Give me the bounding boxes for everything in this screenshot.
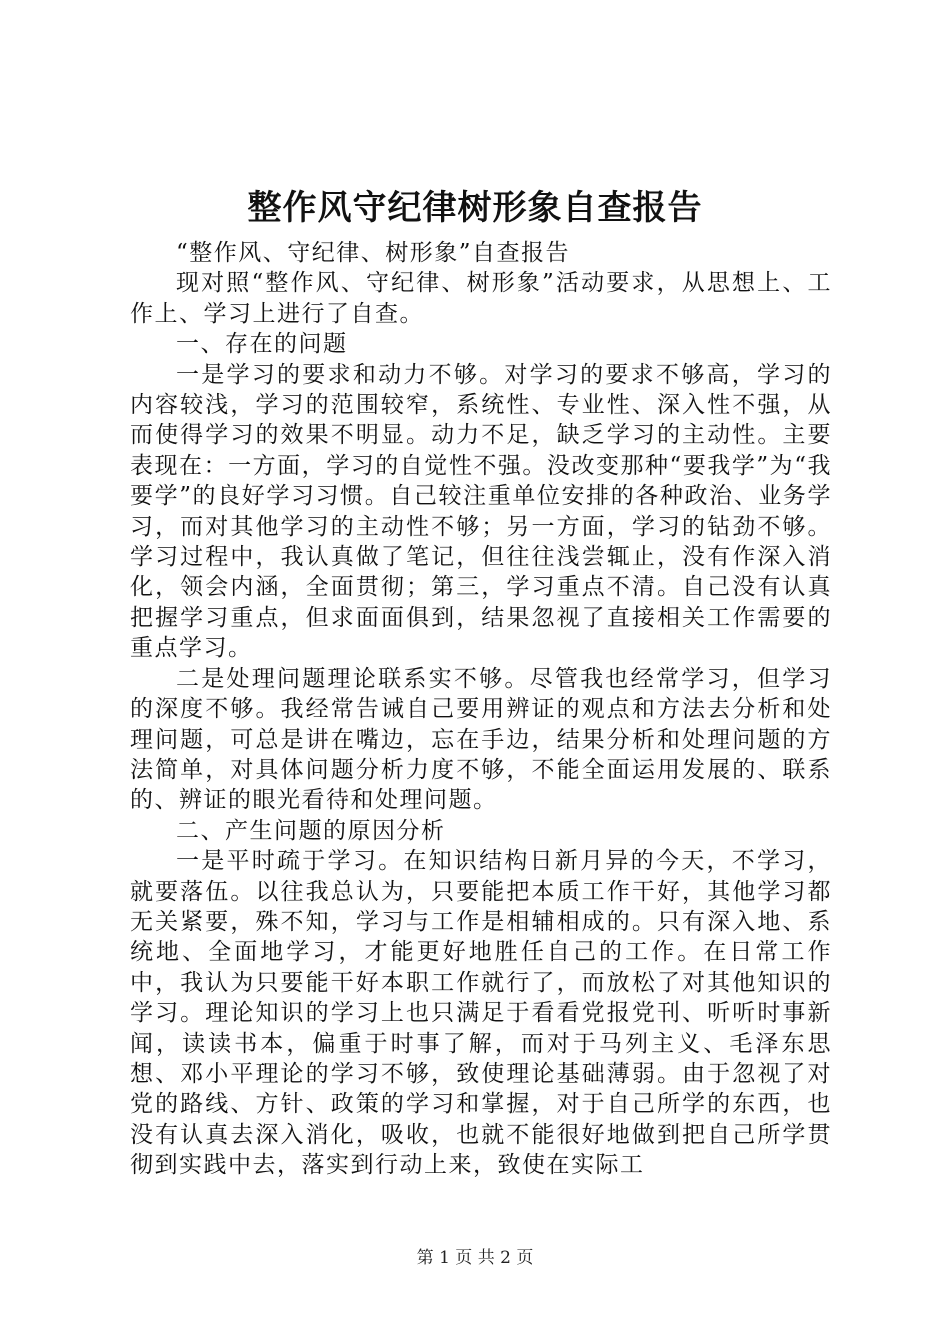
intro-paragraph: 现对照“整作风、守纪律、树形象”活动要求，从思想上、工作上、学习上进行了自查。 (130, 270, 832, 327)
body-paragraph: 一是学习的要求和动力不够。对学习的要求不够高，学习的内容较浅，学习的范围较窄，系统性、专业性、深入性不强，从而使得学习的效果不明显。动力不足，缺乏学习的主动性。主要表现在：一方面，学习的自觉性不强。没改变那种“要我学”为“我要学”的良好学习习惯。自己较注重单位安排的各种政治、业务学习，而对其他学习的主动性不够；另一方面，学习的钻劲不够。学习过程中，我认真做了笔记，但往往浅尝辄止，没有作深入消化，领会内涵，全面贯彻；第三，学习重点不清。自己没有认真把握学习重点，但求面面俱到，结果忽视了直接相关工作需要的重点学习。 (130, 361, 832, 662)
document-body (130, 238, 832, 1181)
subtitle-paragraph: “整作风、守纪律、树形象”自查报告 (176, 240, 571, 266)
section-heading-causes: 二、产生问题的原因分析 (176, 817, 446, 844)
document-title: 整作风守纪律树形象自查报告 (247, 188, 703, 228)
body-paragraph: 二是处理问题理论联系实不够。尽管我也经常学习，但学习的深度不够。我经常告诫自己要用辨证的观点和方法去分析和处理问题，可总是讲在嘴边，忘在手边，结果分析和处理问题的方法简单，对具体问题分析力度不够，不能全面运用发展的、联系的、辨证的眼光看待和处理问题。 (130, 665, 832, 814)
body-paragraph: 一是平时疏于学习。在知识结构日新月异的今天，不学习，就要落伍。以往我总认为，只要能把本质工作干好，其他学习都无关紧要，殊不知，学习与工作是相辅相成的。只有深入地、系统地、全面地学习，才能更好地胜任自己的工作。在日常工作中，我认为只要能干好本职工作就行了，而放松了对其他知识的学习。理论知识的学习上也只满足于看看党报党刊、听听时事新闻，读读书本，偏重于时事了解，而对于马列主义、毛泽东思想、邓小平理论的学习不够，致使理论基础薄弱。由于忽视了对党的路线、方针、政策的学习和掌握，对于自己所学的东西，也没有认真去深入消化，吸收，也就不能很好地做到把自己所学贯彻到实践中去，落实到行动上来，致使在实际工 (130, 848, 832, 1179)
page-number-footer: 第 1 页 共 2 页 (416, 1248, 534, 1268)
section-heading-problems: 一、存在的问题 (176, 331, 348, 358)
